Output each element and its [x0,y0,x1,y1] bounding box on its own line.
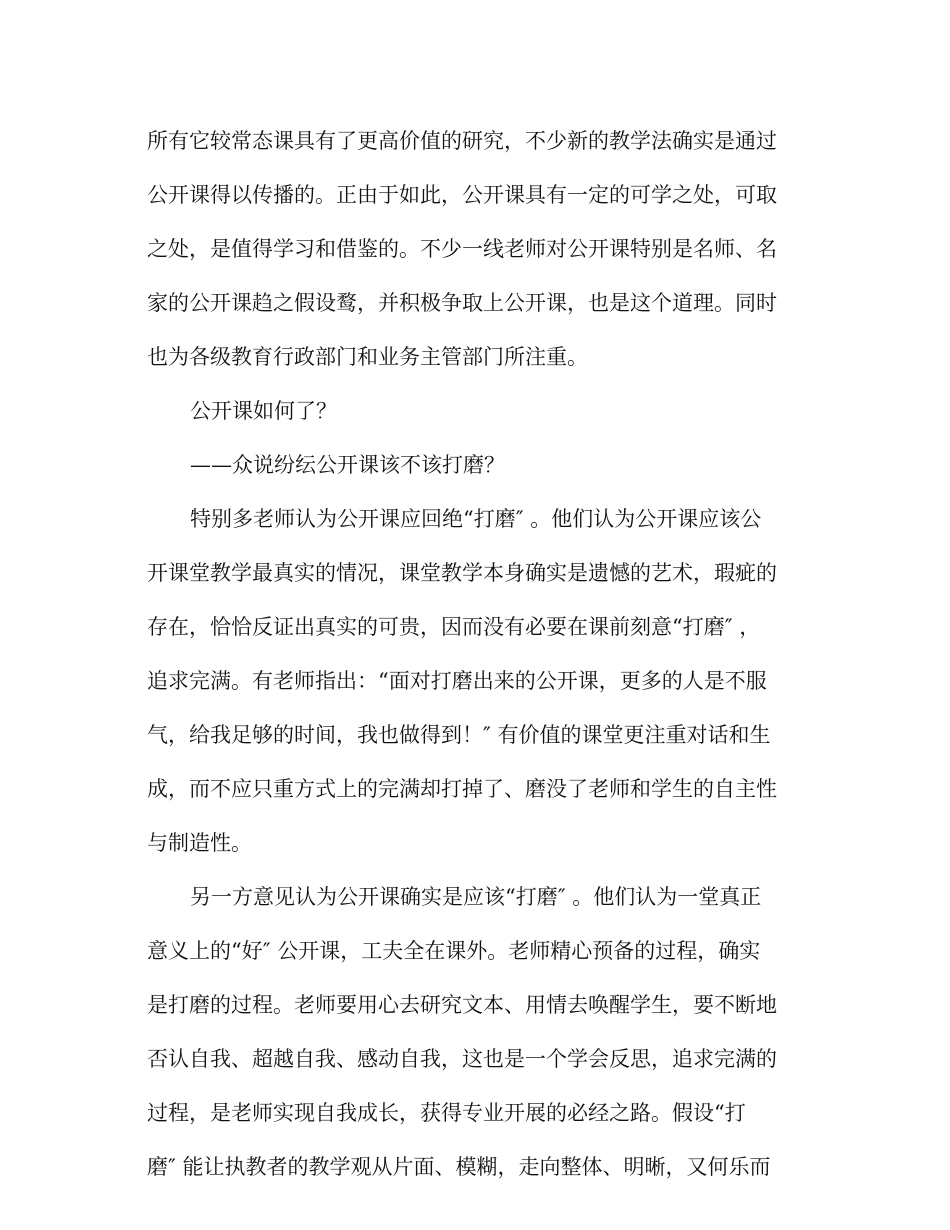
text-line: 追求完满。有老师指出：“面对打磨出来的公开课，更多的人是不服 [147,669,767,693]
text-line: 与制造性。 [147,831,252,855]
text-line: 否认自我、超越自我、感动自我，这也是一个学会反思，追求完满的 [147,1047,777,1071]
paragraph-first-line: 特别多老师认为公开课应回绝“打磨″ 。他们认为公开课应该公 [190,507,762,531]
text-line: 之处，是值得学习和借鉴的。不少一线老师对公开课特别是名师、名 [147,237,777,261]
paragraph-first-line: 另一方意见认为公开课确实是应该“打磨″ 。他们认为一堂真正 [190,885,762,909]
text-line: 过程，是老师实现自我成长，获得专业开展的必经之路。假设“打 [147,1101,746,1125]
text-line: 磨″ 能让执教者的教学观从片面、模糊，走向整体、明晰，又何乐而 [147,1155,771,1179]
text-line: 气，给我足够的时间，我也做得到！″ 有价值的课堂更注重对话和生 [147,723,771,747]
text-line: 存在，恰恰反证出真实的可贵，因而没有必要在课前刻意“打磨″ ， [147,615,761,639]
text-line: 也为各级教育行政部门和业务主管部门所注重。 [147,345,588,369]
text-line: 开课堂教学最真实的情况，课堂教学本身确实是遗憾的艺术，瑕疵的 [147,561,777,585]
section-subheading: ——众说纷纭公开课该不该打磨？ [190,453,505,477]
text-line: 是打磨的过程。老师要用心去研究文本、用情去唤醒学生，要不断地 [147,993,777,1017]
text-line: 意义上的“好″ 公开课，工夫全在课外。老师精心预备的过程，确实 [147,939,761,963]
text-line: 公开课得以传播的。正由于如此，公开课具有一定的可学之处，可取 [147,183,777,207]
text-line: 所有它较常态课具有了更高价值的研究，不少新的教学法确实是通过 [147,129,777,153]
section-heading: 公开课如何了？ [190,399,337,423]
text-line: 家的公开课趋之假设鹜，并积极争取上公开课，也是这个道理。同时 [147,291,777,315]
text-line: 成，而不应只重方式上的完满却打掉了、磨没了老师和学生的自主性 [147,777,777,801]
